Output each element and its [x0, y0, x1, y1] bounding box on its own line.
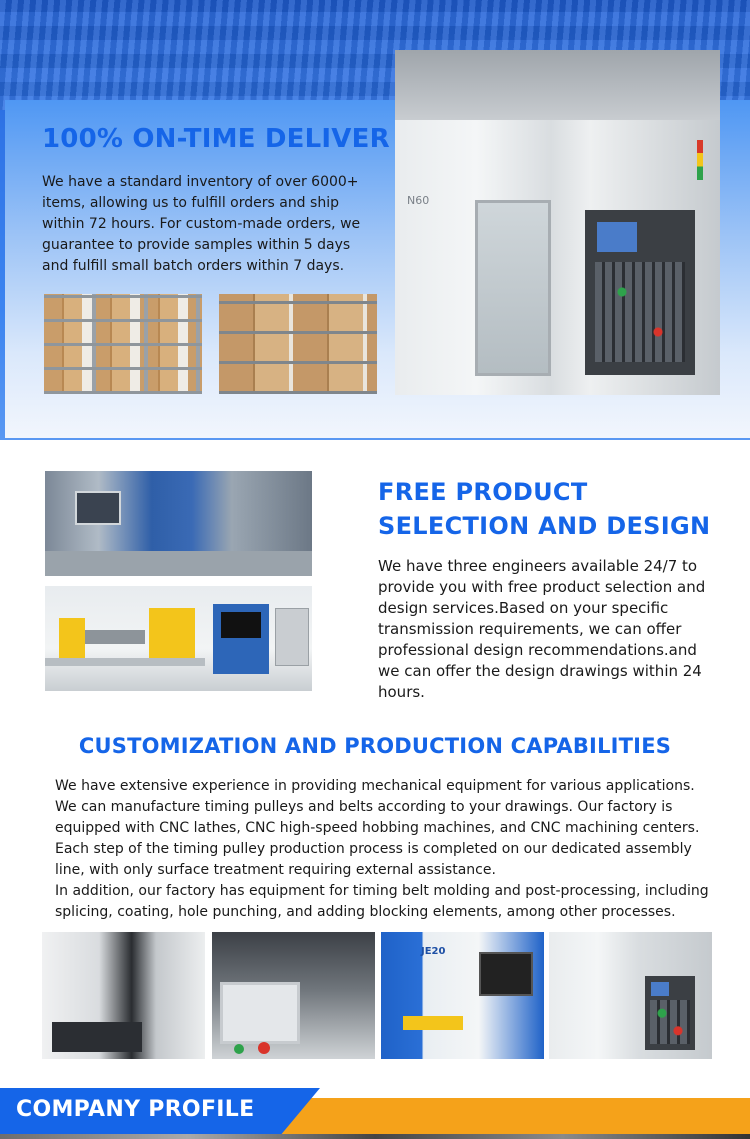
control-cabinet — [213, 604, 269, 674]
design-title-line2: SELECTION AND DESIGN — [378, 512, 711, 540]
spindle — [85, 630, 145, 644]
control-screen — [597, 222, 637, 252]
touch-screen — [220, 982, 300, 1044]
floor — [45, 551, 312, 576]
monitor — [75, 491, 121, 525]
meter-panel — [275, 608, 309, 666]
capabilities-text — [55, 776, 715, 923]
design-title — [378, 475, 710, 543]
control-panel — [585, 210, 695, 375]
gallery-photo-1 — [42, 932, 205, 1059]
capabilities-paragraph-2: In addition, our factory has equipment for timing belt molding and post-processing, including splicing, coating, hole punching, and adding blocking elements, among other processes. — [55, 883, 709, 920]
red-button — [258, 1042, 270, 1054]
yellow-fixture — [403, 1016, 463, 1030]
gallery-photo-3 — [381, 932, 544, 1059]
capabilities-title: CUSTOMIZATION AND PRODUCTION CAPABILITIES — [78, 734, 672, 758]
delivery-text: We have a standard inventory of over 6000+ items, allowing us to fulfill orders and ship within 72 hours. For custom-made orders, we guarantee to provide samples within 5 days and fulfill small batch orders within 7 days. — [42, 174, 361, 274]
cnc-machine-photo — [395, 50, 720, 395]
green-button — [234, 1044, 244, 1054]
design-text: We have three engineers available 24/7 to provide you with free product selection and design services.Based on your specific transmission requirements, we can offer professional design recommendations.and we can offer the design drawings within 24 hours. — [378, 557, 706, 701]
bench-table — [45, 658, 205, 666]
control-panel-small — [645, 976, 695, 1050]
yellow-guard-left — [59, 618, 85, 658]
control-keys-small — [650, 1000, 690, 1044]
machine-door-window — [475, 200, 551, 376]
gallery-photo-4 — [549, 932, 712, 1059]
warehouse-shelves-photo — [44, 294, 202, 394]
capabilities-paragraph-1: We have extensive experience in providing mechanical equipment for various applications. We can manufacture timing pulleys and belts according to your drawings. Our factory is equipped with CNC lathes, CNC high-speed hobbing machines, and CNC machining centers. Each step of the timing pulley production process is completed on our dedicated assembly line, with only surface treatment requiring external assistance. — [55, 778, 700, 878]
machine-label: N60 — [407, 194, 430, 207]
signal-light — [697, 140, 703, 180]
cnc-workshop-photo — [45, 471, 312, 576]
design-title-line1: FREE PRODUCT — [378, 478, 588, 506]
profile-title: COMPANY PROFILE — [16, 1097, 255, 1122]
ceiling — [395, 50, 720, 120]
test-bench-photo — [45, 586, 312, 691]
delivery-title: 100% ON-TIME DELIVER — [42, 124, 390, 154]
control-screen-small — [651, 982, 669, 996]
brand-sign: JE20 — [421, 946, 446, 957]
gallery-photo-2 — [212, 932, 375, 1059]
cabinet-screen — [221, 612, 261, 638]
profile-image-strip — [0, 1134, 750, 1139]
yellow-guard-right — [149, 608, 195, 658]
machine-base — [52, 1022, 142, 1052]
control-keys — [595, 262, 685, 362]
warehouse-boxes-photo — [219, 294, 377, 394]
oscilloscope-screen — [479, 952, 533, 996]
